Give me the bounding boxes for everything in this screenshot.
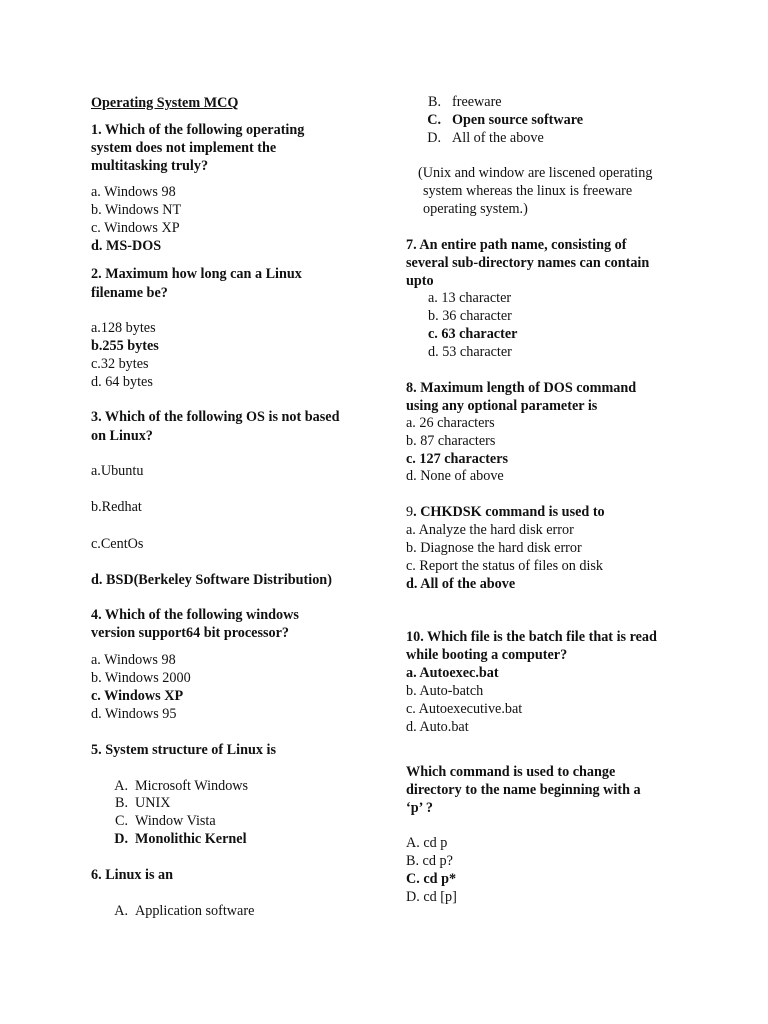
question-6-note-line-1: (Unix and window are liscened operating xyxy=(418,165,653,181)
question-4-option-a: a. Windows 98 xyxy=(91,652,176,668)
question-6-option-a: Application software xyxy=(135,903,255,919)
question-8-answer: c. 127 characters xyxy=(406,451,509,467)
question-11-line-3: ‘p’ ? xyxy=(406,800,433,816)
question-4-answer: c. Windows XP xyxy=(91,688,184,704)
question-9-text: . CHKDSK command is used to xyxy=(413,504,605,520)
question-6-marker-d: D. xyxy=(427,130,441,146)
question-7-line-3: upto xyxy=(406,273,434,289)
question-1-option-a: a. Windows 98 xyxy=(91,184,176,200)
question-10-line-2: while booting a computer? xyxy=(406,647,568,663)
question-6-option-d: All of the above xyxy=(452,130,544,146)
question-4-line-1: 4. Which of the following windows xyxy=(91,607,299,623)
question-5-option-b: UNIX xyxy=(135,795,171,811)
question-11-option-d: D. cd [p] xyxy=(406,889,457,905)
question-5-answer: Monolithic Kernel xyxy=(135,831,247,847)
question-10-answer: a. Autoexec.bat xyxy=(406,665,499,681)
question-6-marker-a: A. xyxy=(114,903,128,919)
question-10-option-d: d. Auto.bat xyxy=(406,719,469,735)
question-2-option-a: a.128 bytes xyxy=(91,320,156,336)
question-6-note-line-2: system whereas the linux is freeware xyxy=(423,183,633,199)
question-5-marker-b: B. xyxy=(114,795,128,811)
question-1-line-3: multitasking truly? xyxy=(91,158,209,174)
question-7-option-d: d. 53 character xyxy=(428,344,512,360)
question-7-answer: c. 63 character xyxy=(428,326,518,342)
question-1-line-2: system does not implement the xyxy=(91,140,277,156)
question-3-option-b: b.Redhat xyxy=(91,499,142,515)
question-6-marker-c: C. xyxy=(427,112,441,128)
question-1-answer: d. MS-DOS xyxy=(91,238,162,254)
question-11-option-b: B. cd p? xyxy=(406,853,453,869)
question-5-line-1: 5. System structure of Linux is xyxy=(91,742,276,758)
question-10-option-b: b. Auto-batch xyxy=(406,683,484,699)
question-9-option-b: b. Diagnose the hard disk error xyxy=(406,540,582,556)
question-9-line-1 xyxy=(406,503,605,521)
question-1-option-b: b. Windows NT xyxy=(91,202,182,218)
question-5-marker-a: A. xyxy=(114,778,128,794)
question-6-note-line-3: operating system.) xyxy=(423,201,528,217)
question-4-line-2: version support64 bit processor? xyxy=(91,625,289,641)
question-5-marker-d: D. xyxy=(114,831,128,847)
question-10-line-1: 10. Which file is the batch file that is read xyxy=(406,629,657,645)
question-11-line-1: Which command is used to change xyxy=(406,764,616,780)
question-11-line-2: directory to the name beginning with a xyxy=(406,782,641,798)
question-3-option-c: c.CentOs xyxy=(91,536,144,552)
question-1-option-c: c. Windows XP xyxy=(91,220,180,236)
question-6-option-b: freeware xyxy=(452,94,502,110)
question-11-answer: C. cd p* xyxy=(406,871,457,887)
question-8-line-2: using any optional parameter is xyxy=(406,398,598,414)
question-3-line-2: on Linux? xyxy=(91,428,153,444)
question-10-option-c: c. Autoexecutive.bat xyxy=(406,701,523,717)
question-5-option-c: Window Vista xyxy=(135,813,216,829)
question-6-marker-b: B. xyxy=(427,94,441,110)
question-8-option-d: d. None of above xyxy=(406,468,504,484)
question-9-answer: d. All of the above xyxy=(406,576,516,592)
question-1-line-1: 1. Which of the following operating xyxy=(91,122,305,138)
question-7-line-1: 7. An entire path name, consisting of xyxy=(406,237,627,253)
question-5-marker-c: C. xyxy=(114,813,128,829)
question-9-option-a: a. Analyze the hard disk error xyxy=(406,522,574,538)
question-2-option-d: d. 64 bytes xyxy=(91,374,153,390)
question-5-option-a: Microsoft Windows xyxy=(135,778,249,794)
question-7-option-a: a. 13 character xyxy=(428,290,512,306)
question-2-line-2: filename be? xyxy=(91,285,168,301)
page-title: Operating System MCQ xyxy=(91,95,239,111)
question-9-option-c: c. Report the status of files on disk xyxy=(406,558,604,574)
question-4-option-b: b. Windows 2000 xyxy=(91,670,191,686)
question-4-option-d: d. Windows 95 xyxy=(91,706,177,722)
question-2-answer: b.255 bytes xyxy=(91,338,159,354)
question-2-option-c: c.32 bytes xyxy=(91,356,149,372)
question-2-line-1: 2. Maximum how long can a Linux xyxy=(91,266,302,282)
question-3-answer: d. BSD(Berkeley Software Distribution) xyxy=(91,572,332,588)
question-6-answer: Open source software xyxy=(452,112,584,128)
question-6-line-1: 6. Linux is an xyxy=(91,867,174,883)
question-7-option-b: b. 36 character xyxy=(428,308,512,324)
question-7-line-2: several sub-directory names can contain xyxy=(406,255,650,271)
question-3-option-a: a.Ubuntu xyxy=(91,463,144,479)
question-8-line-1: 8. Maximum length of DOS command xyxy=(406,380,637,396)
question-11-option-a: A. cd p xyxy=(406,835,448,851)
question-8-option-b: b. 87 characters xyxy=(406,433,496,449)
question-9-number: 9 xyxy=(406,504,414,520)
question-8-option-a: a. 26 characters xyxy=(406,415,495,431)
question-3-line-1: 3. Which of the following OS is not based xyxy=(91,409,340,425)
